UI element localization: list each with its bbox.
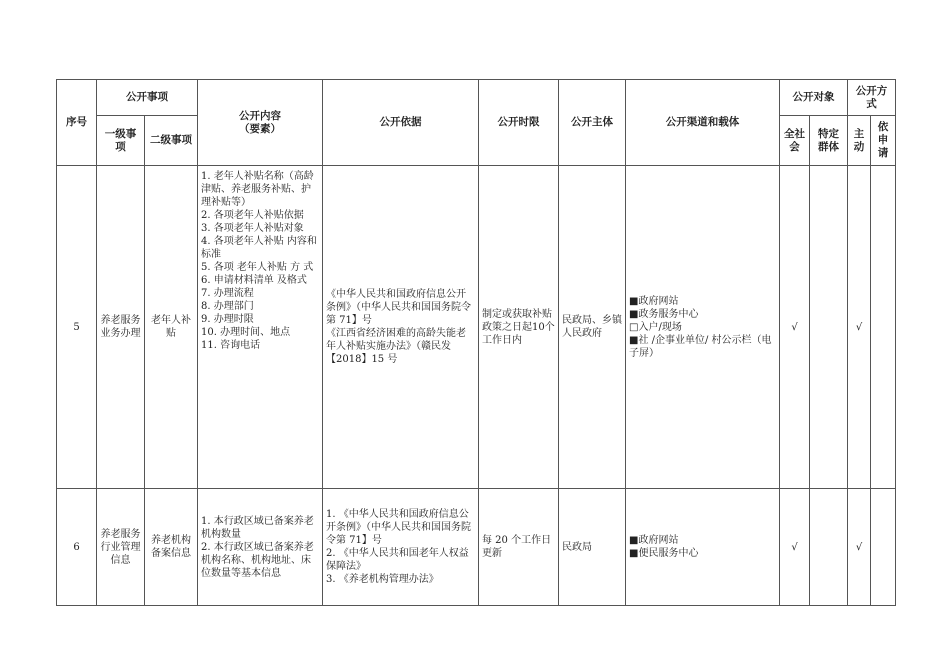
header-level1: 一级事项 [97, 116, 145, 166]
row-content [198, 489, 323, 606]
header-mode-active: 主动 [848, 116, 871, 166]
content-item: 5. 各项 老年人补贴 方 式 [201, 262, 314, 273]
row-subject: 民政局、乡镇人民政府 [559, 166, 626, 489]
row-time-limit: 每 20 个工作日更新 [479, 489, 559, 606]
row-basis [323, 166, 479, 489]
basis-item: 《中华人民共和国政府信息公开条例》（中华人民共和国国务院令第 71】号 [326, 289, 471, 326]
row-level2: 养老机构备案信息 [145, 489, 198, 606]
row-level2: 老年人补贴 [145, 166, 198, 489]
basis-item: 1. 《中华人民共和国政府信息公开条例》（中华人民共和国国务院令第 71】号 [326, 509, 471, 546]
header-basis: 公开依据 [323, 80, 479, 166]
row-mode-apply-check [871, 166, 896, 489]
row-time-limit: 制定或获取补贴政策之日起10个工作日内 [479, 166, 559, 489]
content-item: 2. 本行政区域已备案养老机构名称、机构地址、床位数量等基本信息 [201, 541, 314, 579]
row-level1: 养老服务行业管理信息 [97, 489, 145, 606]
header-mode-apply: 依申请 [871, 116, 896, 166]
basis-item: 《江西省经济困难的高龄失能老年人补贴实施办法》（赣民发【2018】15 号 [326, 328, 466, 365]
header-content-subtitle: （要素） [239, 122, 281, 135]
row-basis [323, 489, 479, 606]
header-level2: 二级事项 [145, 116, 198, 166]
basis-item: 3. 《养老机构管理办法》 [326, 574, 439, 585]
row-object-specific-check [810, 166, 848, 489]
row-content [198, 166, 323, 489]
row-object-all-check: √ [780, 166, 810, 489]
channel-item: ■政府网站 [629, 535, 679, 546]
row-level1: 养老服务业务办理 [97, 166, 145, 489]
content-item: 11. 咨询电话 [201, 340, 261, 351]
channel-item: ■便民服务中心 [629, 548, 699, 559]
row-channels [626, 489, 780, 606]
content-item: 2. 各项老年人补贴依据 [201, 210, 304, 221]
row-channels [626, 166, 780, 489]
row-seq: 5 [57, 166, 97, 489]
header-matter-group: 公开事项 [97, 80, 198, 116]
row-subject: 民政局 [559, 489, 626, 606]
content-item: 1. 老年人补贴名称（高龄津贴、养老服务补贴、护理补贴等） [201, 171, 314, 208]
basis-item: 2. 《中华人民共和国老年人权益保障法》 [326, 548, 469, 572]
row-mode-active-check: √ [848, 166, 871, 489]
row-mode-active-check: √ [848, 489, 871, 606]
disclosure-table [56, 79, 896, 606]
header-subject: 公开主体 [559, 80, 626, 166]
content-item: 4. 各项老年人补贴 内容和标准 [201, 236, 317, 260]
channel-item: ■政府网站 [629, 295, 679, 307]
content-item: 8. 办理部门 [201, 301, 254, 312]
content-item: 1. 本行政区域已备案养老机构数量 [201, 515, 314, 540]
content-item: 9. 办理时限 [201, 314, 254, 325]
header-seq: 序号 [57, 80, 97, 166]
row-object-specific-check [810, 489, 848, 606]
channel-item: □入户/现场 [629, 321, 682, 333]
header-channel: 公开渠道和载体 [626, 80, 780, 166]
content-item: 3. 各项老年人补贴对象 [201, 223, 304, 234]
header-content-title: 公开内容 [239, 109, 281, 122]
channel-item: ■社 /企事业单位/ 村公示栏（电子屏） [629, 334, 772, 359]
header-object-group: 公开对象 [780, 80, 848, 116]
channel-item: ■政务服务中心 [629, 308, 699, 320]
row-seq: 6 [57, 489, 97, 606]
table-row [57, 489, 896, 606]
header-mode-group: 公开方式 [848, 80, 896, 116]
content-item: 6. 申请材料清单 及格式 [201, 275, 307, 286]
content-item: 10. 办理时间、地点 [201, 327, 291, 338]
content-item: 7. 办理流程 [201, 288, 254, 299]
row-mode-apply-check [871, 489, 896, 606]
table-row [57, 166, 896, 489]
header-object-specific: 特定群体 [810, 116, 848, 166]
header-time-limit: 公开时限 [479, 80, 559, 166]
row-object-all-check: √ [780, 489, 810, 606]
header-object-all: 全社会 [780, 116, 810, 166]
header-content [198, 80, 323, 166]
